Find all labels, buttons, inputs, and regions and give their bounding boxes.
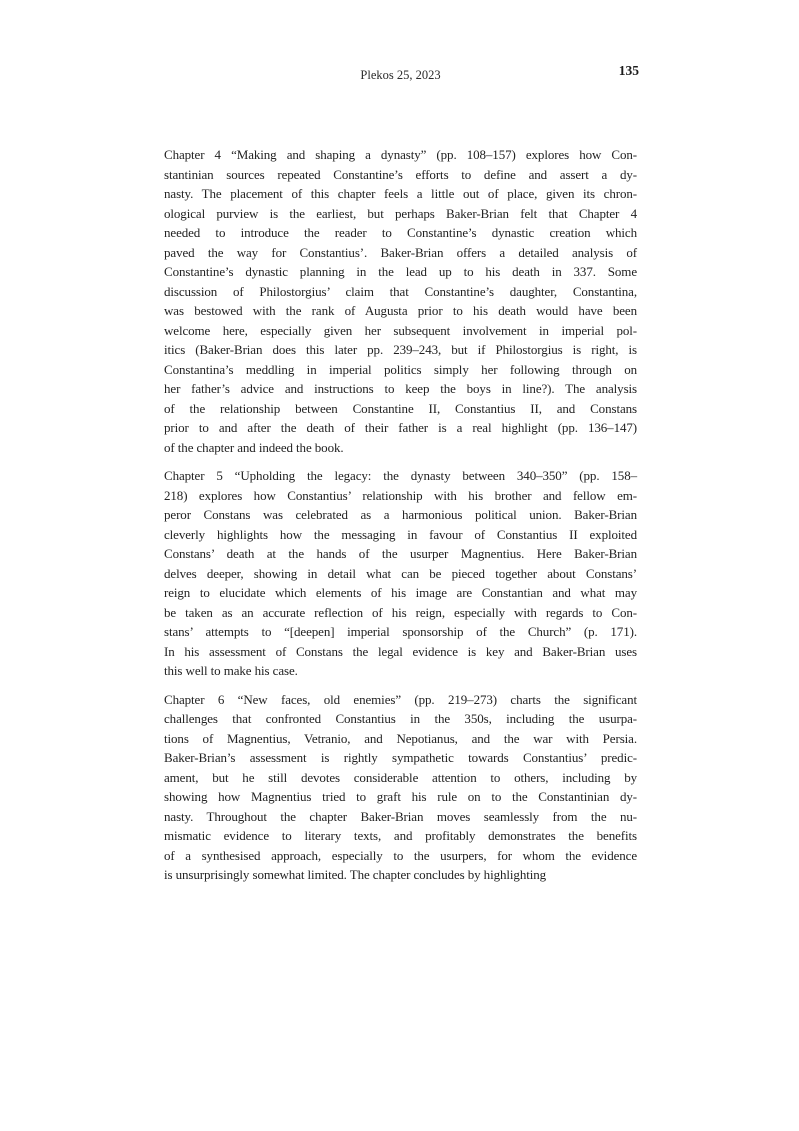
text-line: of the relationship between Constantine II, Constantius II, and Constans <box>164 400 637 416</box>
text-line: showing how Magnentius tried to graft his rule on to the Constantinian dy- <box>164 789 637 804</box>
text-line: be taken as an accurate reflection of his reign, especially with regards to Con- <box>164 604 637 620</box>
text-line: Constans’ death at the hands of the usurper Magnentius. Here Baker-Brian <box>164 546 637 561</box>
text-line: tions of Magnentius, Vetranio, and Nepotianus, and the war with Persia. <box>164 730 637 746</box>
text-line: stans’ attempts to “[deepen] imperial sponsorship of the Church” (p. 171). <box>164 624 637 639</box>
text-line: ament, but he still devotes considerable attention to others, including by <box>164 769 637 785</box>
text-line: needed to introduce the reader to Constantine’s dynastic creation which <box>164 225 637 240</box>
text-line: delves deeper, showing in detail what can be pieced together about Constans’ <box>164 565 637 581</box>
journal-title: Plekos 25, 2023 <box>360 68 441 82</box>
text-line: Constantine’s dynastic planning in the lead up to his death in 337. Some <box>164 264 637 279</box>
text-line: her father’s advice and instructions to keep the boys in line?). The analysis <box>164 381 637 396</box>
paragraph <box>164 466 637 681</box>
text-line: Chapter 5 “Upholding the legacy: the dynasty between 340–350” (pp. 158– <box>164 468 637 483</box>
page-number: 135 <box>618 63 639 78</box>
text-line: reign to elucidate which elements of his image are Constantian and what may <box>164 585 637 600</box>
text-line: prior to and after the death of their father is a real highlight (pp. 136–147) <box>164 420 637 435</box>
text-line: Chapter 4 “Making and shaping a dynasty” (pp. 108–157) explores how Con- <box>164 147 637 162</box>
text-line: paved the way for Constantius’. Baker-Brian offers a detailed analysis of <box>164 244 637 260</box>
text-line: is unsurprisingly somewhat limited. The chapter concludes by highlighting <box>164 867 547 882</box>
text-line: ological purview is the earliest, but perhaps Baker-Brian felt that Chapter 4 <box>164 205 637 221</box>
text-line: of the chapter and indeed the book. <box>164 439 344 455</box>
text-line: mismatic evidence to literary texts, and profitably demonstrates the benefits <box>164 828 637 843</box>
text-line: stantinian sources repeated Constantine’s efforts to define and assert a dy- <box>164 166 637 182</box>
text-line: nasty. The placement of this chapter feels a little out of place, given its chron- <box>164 186 637 201</box>
running-head <box>164 63 639 83</box>
text-line: challenges that confronted Constantius in the 350s, including the usurpa- <box>164 711 637 726</box>
text-line: this well to make his case. <box>164 663 298 678</box>
text-line: 218) explores how Constantius’ relationship with his brother and fellow em- <box>164 487 637 503</box>
text-line: welcome here, especially given her subsequent involvement in imperial pol- <box>164 322 637 338</box>
review-body <box>164 145 637 885</box>
text-line: Baker-Brian’s assessment is rightly sympathetic towards Constantius’ predic- <box>164 750 637 765</box>
text-line: was bestowed with the rank of Augusta prior to his death would have been <box>164 303 637 318</box>
text-line: In his assessment of Constans the legal evidence is key and Baker-Brian uses <box>164 643 637 659</box>
text-line: nasty. Throughout the chapter Baker-Brian moves seamlessly from the nu- <box>164 808 637 824</box>
text-line: of a synthesised approach, especially to the usurpers, for whom the evidence <box>164 847 637 863</box>
text-line: cleverly highlights how the messaging in favour of Constantius II exploited <box>164 526 637 542</box>
text-line: Constantina’s meddling in imperial politics simply her following through on <box>164 361 637 377</box>
text-block <box>164 63 639 885</box>
text-line: peror Constans was celebrated as a harmonious political union. Baker-Brian <box>164 507 637 522</box>
text-line: discussion of Philostorgius’ claim that Constantine’s daughter, Constantina, <box>164 283 637 299</box>
paragraph <box>164 690 637 885</box>
text-line: itics (Baker-Brian does this later pp. 239–243, but if Philostorgius is right, is <box>164 342 637 357</box>
text-line: Chapter 6 “New faces, old enemies” (pp. 219–273) charts the significant <box>164 691 637 707</box>
paragraph <box>164 145 637 457</box>
